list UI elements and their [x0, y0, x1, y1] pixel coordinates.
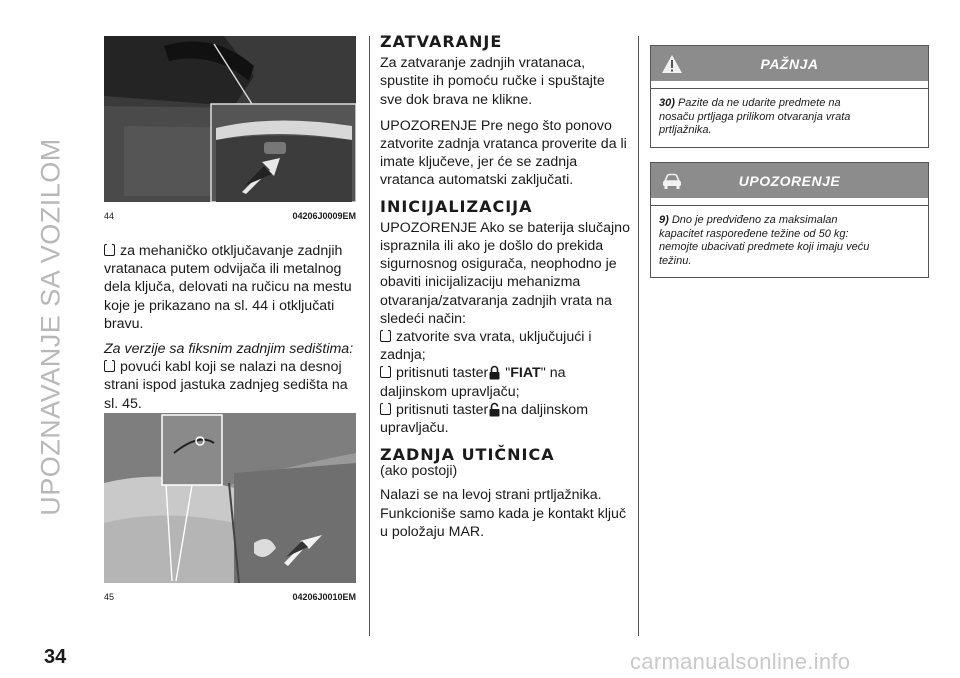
text-line: nosaču prtljaga prilikom otvaranja vrata [659, 110, 851, 123]
text-line: prtljažnika. [659, 124, 712, 136]
text-line: UPOZORENJE Ako se baterija slučajno [380, 219, 630, 236]
text-line: spustite ih pomoću ručke i spuštajte [380, 73, 605, 90]
text-line: Za zatvaranje zadnjih vratanaca, [380, 55, 586, 72]
column-2-text [380, 33, 635, 541]
closing-warning-paragraph [380, 117, 635, 190]
checkbox-bullet-icon [380, 330, 391, 342]
text-line: za mehaničko otključavanje zadnjih [120, 243, 343, 259]
quote-close: " na [540, 365, 566, 382]
text-line: težinu. [659, 254, 692, 267]
lock-icon [489, 365, 500, 380]
press-lock-button-item [380, 364, 635, 400]
brand-label: FIAT [510, 365, 541, 382]
checkbox-bullet-icon [380, 403, 391, 415]
text-line: daljinskom upravljaču; [380, 383, 520, 400]
text-line: imate ključeve, jer će se zadnja [380, 154, 578, 171]
attention-note-title: PAŽNJA [760, 56, 819, 72]
warning-note-body [651, 205, 928, 277]
attention-note-body [651, 88, 928, 147]
column-1-text [104, 242, 366, 413]
text-line: sigurnosnog osigurača, neophodno je [380, 256, 617, 273]
text-line: Pazite da ne udarite predmete na [677, 97, 841, 109]
figure-44-image [104, 36, 356, 202]
text-line: pritisnuti taster [396, 401, 489, 418]
text-line: Dno je predviđeno za maksimalan [671, 214, 838, 226]
watermark-text: carmanualsonline.info [630, 649, 851, 674]
text-line: zatvorite zadnja vratanca proverite da li [380, 136, 627, 153]
text-line: nemojte ubacivati predmete koji imaju veću [659, 241, 870, 253]
initialization-paragraph [380, 219, 635, 328]
note-reference: 9) [659, 214, 669, 226]
quote-open: " [501, 365, 511, 382]
warning-note-header [651, 163, 928, 198]
figure-44-code: 04206J0009EM [292, 211, 356, 221]
close-all-doors-item [380, 328, 635, 364]
side-chapter-title-text: UPOZNAVANJE SA VOZILOM [35, 138, 66, 516]
text-line: na daljinskom [501, 401, 589, 418]
checkbox-bullet-icon [104, 244, 115, 256]
text-line: povući kabl koji se nalazi na desnoj [120, 359, 342, 376]
text-line: Funkcioniše samo kada je kontakt ključ [380, 505, 627, 522]
column-divider-2 [638, 36, 639, 636]
heading-closing: ZATVARANJE [380, 32, 503, 51]
figure-45-caption [104, 592, 356, 602]
text-line: bravu. [104, 315, 144, 332]
text-line: ispraznila ili ako je došlo do prekida [380, 238, 604, 255]
heading-rear-socket: ZADNJA UTIČNICA [380, 445, 555, 465]
attention-note-header [651, 46, 928, 81]
text-line: koje je prikazano na sl. 44 i otključati [104, 297, 335, 314]
text-line: dela ključa, delovati na ručicu na mestu [104, 279, 352, 296]
column-divider-1 [369, 36, 370, 636]
figure-45-number: 45 [104, 592, 115, 602]
text-line: obaviti inicijalizaciju mehanizma [380, 274, 581, 291]
text-line: u položaju MAR. [380, 523, 485, 540]
rear-socket-paragraph [380, 486, 635, 541]
text-line: pritisnuti taster [396, 365, 489, 382]
text-line: UPOZORENJE Pre nego što ponovo [380, 117, 612, 134]
text-line: kapacitet raspoređene težine od 50 kg: [659, 227, 849, 240]
press-unlock-button-item [380, 401, 635, 437]
text-line: Nalazi se na levoj strani prtljažnika. [380, 487, 602, 504]
fixed-seats-note: Za verzije sa fiksnim zadnjim sedištima: [104, 341, 354, 358]
unlock-icon [489, 402, 500, 417]
closing-paragraph [380, 54, 635, 109]
text-line: zatvorite sva vrata, uključujući i [396, 329, 592, 346]
warning-note-title: UPOZORENJE [738, 173, 841, 189]
figure-44-caption [104, 211, 356, 221]
figure-45-code: 04206J0010EM [292, 592, 356, 602]
text-line: sl. 45. [104, 395, 142, 412]
warning-note-box [650, 162, 929, 278]
page-number: 34 [44, 646, 67, 668]
note-reference: 30) [659, 97, 675, 109]
text-line: vratanaca putem odvijača ili metalnog [104, 261, 342, 278]
rear-socket-subtitle: (ako postoji) [380, 463, 458, 480]
text-line: sledeći način: [380, 310, 466, 327]
mechanical-unlock-item [104, 242, 366, 333]
text-line: zadnja; [380, 347, 426, 364]
text-line: strani ispod jastuka zadnjeg sedišta na [104, 377, 348, 394]
text-line: otvaranja/zatvaranja zadnjih vrata na [380, 292, 612, 309]
checkbox-bullet-icon [380, 366, 391, 378]
heading-initialization: INICIJALIZACIJA [380, 196, 533, 216]
checkbox-bullet-icon [104, 360, 115, 372]
text-line: upravljaču. [380, 420, 449, 437]
figure-44-number: 44 [104, 211, 115, 221]
pull-cable-item [104, 358, 366, 413]
text-line: vratanca automatski zaključati. [380, 172, 574, 189]
attention-note-box [650, 45, 929, 148]
text-line: sve dok brava ne klikne. [380, 91, 533, 108]
figure-45-image [104, 413, 356, 583]
